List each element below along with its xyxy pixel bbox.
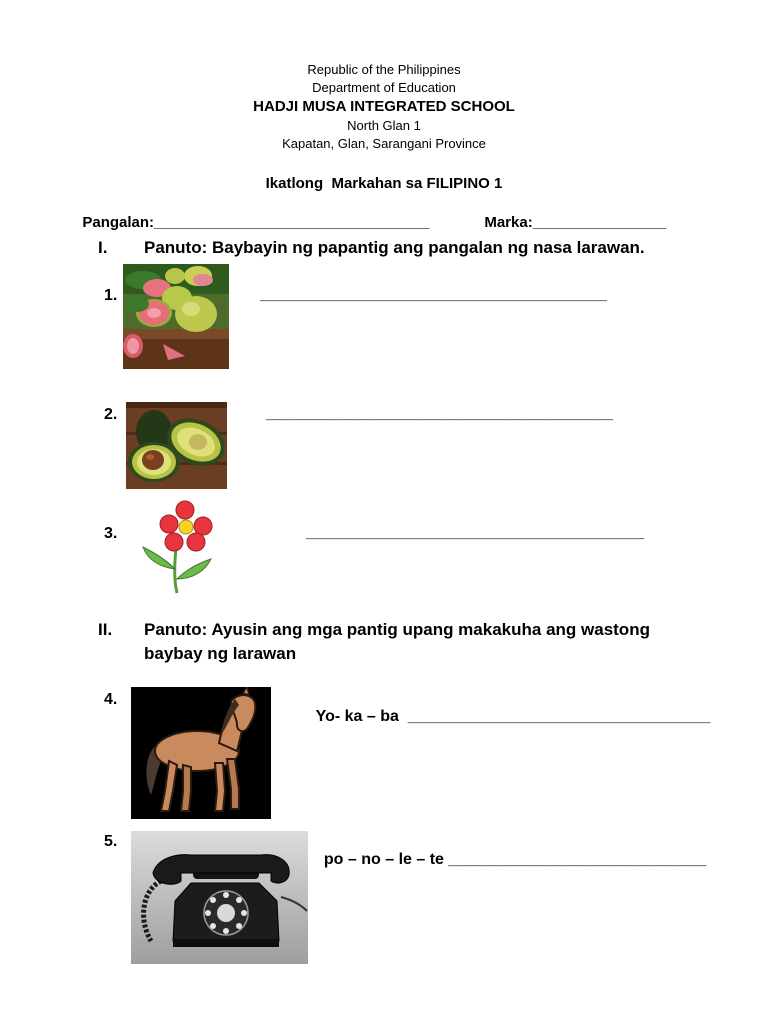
telephone-picture <box>131 831 308 964</box>
header-republic: Republic of the Philippines <box>307 62 461 77</box>
name-label: Pangalan: <box>82 214 155 231</box>
guava-picture <box>123 264 229 369</box>
school-name: HADJI MUSA INTEGRATED SCHOOL <box>253 98 515 115</box>
header-department: Department of Education <box>312 80 456 95</box>
score-label: Marka: <box>484 214 533 231</box>
item-2-number: 2. <box>104 406 118 423</box>
exam-title: Ikatlong Markahan sa FILIPINO 1 <box>265 175 503 192</box>
item-1-answer-blank[interactable]: _______________________________________ <box>260 286 608 303</box>
score-field-row <box>476 197 666 231</box>
item-5-syllables: po – no – le – te <box>323 851 444 868</box>
item-4-number: 4. <box>104 691 118 708</box>
item-5-answer-blank[interactable]: _____________________________ <box>448 851 707 868</box>
item-2-answer-blank[interactable]: _______________________________________ <box>266 405 614 422</box>
item-3-answer-blank[interactable]: ______________________________________ <box>306 524 645 541</box>
item-4-row <box>307 690 710 726</box>
section-2-instruction-line-1: Panuto: Ayusin ang mga pantig upang makakuha ang wastong <box>144 620 650 639</box>
section-2-instruction-line-2: baybay ng larawan <box>144 644 297 663</box>
item-3-number: 3. <box>104 525 118 542</box>
item-4-answer-blank[interactable]: __________________________________ <box>407 708 711 725</box>
name-blank[interactable]: _________________________________ <box>154 214 430 231</box>
header-address: Kapatan, Glan, Sarangani Province <box>282 136 486 151</box>
name-field-row <box>74 197 429 231</box>
horse-picture <box>131 687 271 819</box>
item-5-number: 5. <box>104 833 118 850</box>
section-2-numeral: II. <box>98 620 113 639</box>
section-1-instruction: Panuto: Baybayin ng papantig ang pangalan ng nasa larawan. <box>144 238 645 257</box>
flower-picture <box>125 497 223 594</box>
item-4-syllables: Yo- ka – ba <box>315 708 399 725</box>
avocado-picture <box>126 402 227 489</box>
score-blank[interactable]: ________________ <box>532 214 667 231</box>
item-1-number: 1. <box>104 287 118 304</box>
header-district: North Glan 1 <box>347 118 421 133</box>
item-5-row <box>315 833 706 869</box>
section-1-numeral: I. <box>98 238 108 257</box>
